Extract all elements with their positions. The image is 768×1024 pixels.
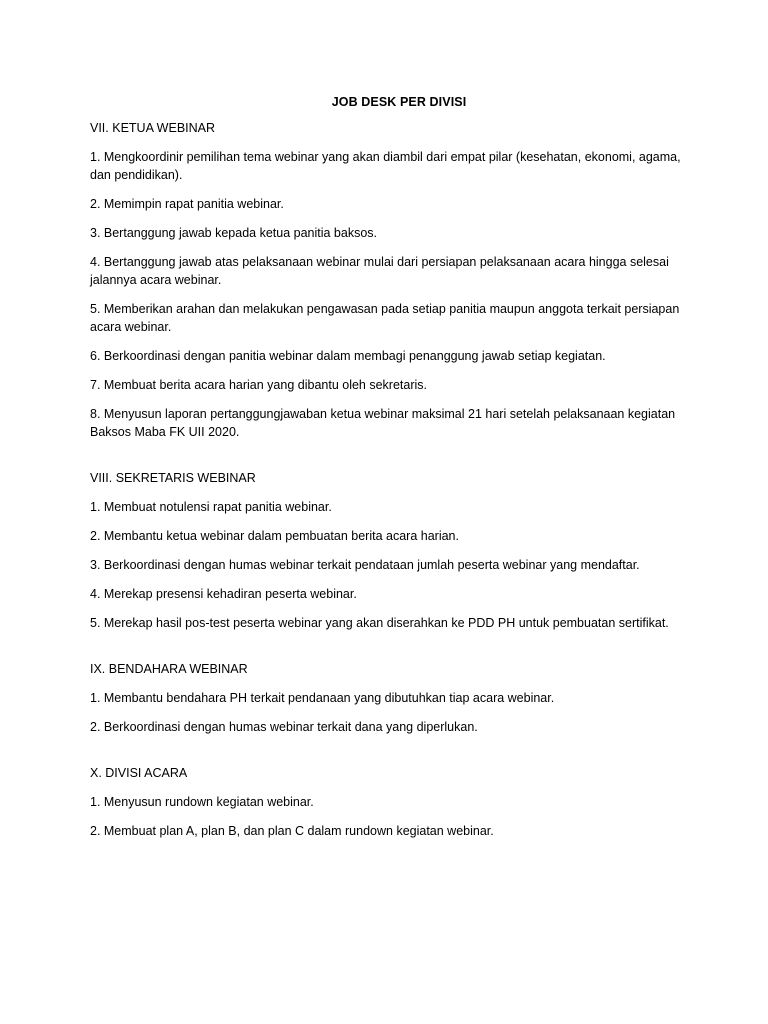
list-item: 6. Berkoordinasi dengan panitia webinar dalam membagi penanggung jawab setiap kegiatan.: [90, 349, 606, 363]
list-item: 7. Membuat berita acara harian yang dibantu oleh sekretaris.: [90, 378, 427, 392]
list-item: 2. Memimpin rapat panitia webinar.: [90, 197, 284, 211]
section-sekretaris-webinar: [90, 469, 690, 632]
list-item: 1. Menyusun rundown kegiatan webinar.: [90, 795, 314, 809]
list-item: 2. Berkoordinasi dengan humas webinar terkait dana yang diperlukan.: [90, 720, 478, 734]
list-item: 1. Mengkoordinir pemilihan tema webinar yang akan diambil dari empat pilar (kesehatan, ekonomi, agama, dan pendidikan).: [90, 150, 681, 182]
list-item: 5. Merekap hasil pos-test peserta webinar yang akan diserahkan ke PDD PH untuk pembuatan sertifikat.: [90, 616, 669, 630]
list-item: 2. Membantu ketua webinar dalam pembuatan berita acara harian.: [90, 529, 459, 543]
list-item: 8. Menyusun laporan pertanggungjawaban ketua webinar maksimal 21 hari setelah pelaksanaan kegiatan Baksos Maba FK UII 2020.: [90, 407, 676, 439]
list-item: 2. Membuat plan A, plan B, dan plan C dalam rundown kegiatan webinar.: [90, 824, 494, 838]
list-item: 1. Membantu bendahara PH terkait pendanaan yang dibutuhkan tiap acara webinar.: [90, 691, 555, 705]
section-ketua-webinar: [90, 119, 690, 441]
section-heading: X. DIVISI ACARA: [90, 766, 188, 780]
list-item: 4. Bertanggung jawab atas pelaksanaan webinar mulai dari persiapan pelaksanaan acara hingga selesai jalannya acara webinar.: [90, 255, 669, 287]
section-divisi-acara: [90, 764, 690, 840]
list-item: 3. Berkoordinasi dengan humas webinar terkait pendataan jumlah peserta webinar yang mendaftar.: [90, 558, 640, 572]
section-heading: VIII. SEKRETARIS WEBINAR: [90, 471, 256, 485]
list-item: 5. Memberikan arahan dan melakukan pengawasan pada setiap panitia maupun anggota terkait persiapan acara webinar.: [90, 302, 680, 334]
list-item: 4. Merekap presensi kehadiran peserta webinar.: [90, 587, 357, 601]
section-bendahara-webinar: [90, 660, 690, 736]
document-title: JOB DESK PER DIVISI: [331, 95, 467, 109]
document-page: [90, 94, 690, 851]
section-heading: VII. KETUA WEBINAR: [90, 121, 216, 135]
list-item: 3. Bertanggung jawab kepada ketua panitia baksos.: [90, 226, 378, 240]
section-heading: IX. BENDAHARA WEBINAR: [90, 662, 248, 676]
list-item: 1. Membuat notulensi rapat panitia webinar.: [90, 500, 332, 514]
